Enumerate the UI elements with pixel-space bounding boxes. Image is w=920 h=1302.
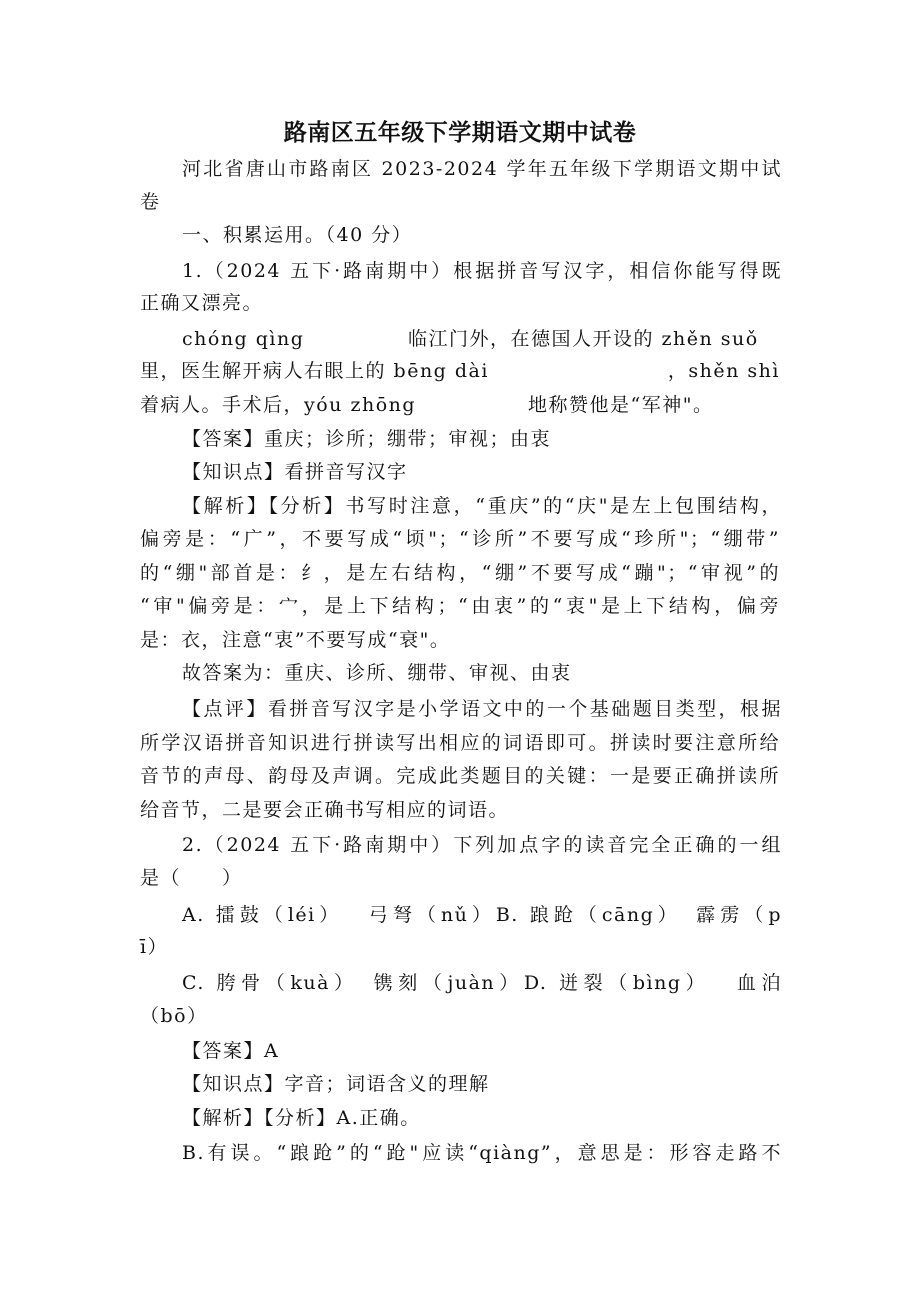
q1-conclusion: 故答案为：重庆、诊所、绷带、审视、由衷 xyxy=(182,662,572,684)
q1-text-line-a: 临江门外，在德国人开设的 zhěn suǒ xyxy=(408,328,759,350)
q1-pinyin-chongqing: chóng qìng xyxy=(182,328,305,350)
q2-analysis-line-1: 【解析】【分析】A.正确。 xyxy=(182,1107,421,1129)
q1-prompt-line-2: 正确又漂亮。 xyxy=(140,292,264,314)
q2-options-cd-line-1: C. 胯骨（kuà） 镌刻（juàn）D. 迸裂（bìng） 血泊 xyxy=(182,972,782,994)
q1-text-line-b: 里，医生解开病人右眼上的 bēng dài xyxy=(140,360,489,382)
q1-analysis-line-2: 偏旁是：“广”，不要写成“顷"；“诊所”不要写成“珍所"；“绷带” xyxy=(140,528,780,550)
q1-comment-line-3: 音节的声母、韵母及声调。完成此类题目的关键：一是要正确拼读所 xyxy=(140,765,780,787)
q1-text-line-c: ，shěn shì xyxy=(667,360,780,382)
q1-analysis-line-3: 的“绷"部首是：纟，是左右结构，“绷”不要写成“蹦"；“审视”的 xyxy=(140,562,780,584)
q2-prompt-line-1: 2.（2024 五下·路南期中）下列加点字的读音完全正确的一组 xyxy=(182,834,782,856)
q2-answer: 【答案】A xyxy=(182,1040,280,1062)
q2-prompt-line-2: 是（ ） xyxy=(140,867,243,889)
q1-comment-line-1: 【点评】看拼音写汉字是小学语文中的一个基础题目类型，根据 xyxy=(182,698,782,720)
q1-comment-line-2: 所学汉语拼音知识进行拼读写出相应的词语即可。拼读时要注意所给 xyxy=(140,732,780,754)
q1-comment-line-4: 给音节，二是要会正确书写相应的词语。 xyxy=(140,799,510,821)
q2-analysis-line-2: B.有误。“踉跄”的“跄"应读“qiàng”，意思是：形容走路不 xyxy=(182,1142,782,1164)
q1-analysis-line-4: “审"偏旁是：宀，是上下结构；“由衷”的“衷"是上下结构，偏旁 xyxy=(140,595,780,617)
q1-knowledge: 【知识点】看拼音写汉字 xyxy=(182,461,408,483)
q2-options-cd-line-2: （bō） xyxy=(140,1005,208,1027)
subtitle-line-1: 河北省唐山市路南区 2023-2024 学年五年级下学期语文期中试 xyxy=(182,158,782,180)
subtitle-line-2: 卷 xyxy=(140,191,161,213)
document-title: 路南区五年级下学期语文期中试卷 xyxy=(283,120,637,146)
q1-text-line-d: 着病人。手术后，yóu zhōng xyxy=(140,394,417,416)
q1-analysis-line-5: 是：衣，注意“衷”不要写成“衰"。 xyxy=(140,629,451,651)
q2-options-ab-line-1: A. 擂鼓（léi） 弓弩（nǔ）B. 踉跄（cāng） 霹雳（p xyxy=(182,904,782,926)
section-heading: 一、积累运用。（40 分） xyxy=(182,224,413,246)
q1-prompt-line-1: 1.（2024 五下·路南期中）根据拼音写汉字，相信你能写得既 xyxy=(182,260,782,282)
q1-text-line-e: 地称赞他是“军神"。 xyxy=(528,394,714,416)
q2-options-ab-line-2: ī） xyxy=(140,936,169,958)
q1-analysis-line-1: 【解析】【分析】书写时注意，“重庆”的“庆"是左上包围结构， xyxy=(182,495,782,517)
q2-knowledge: 【知识点】字音；词语含义的理解 xyxy=(182,1073,490,1095)
q1-answer: 【答案】重庆；诊所；绷带；审视；由衷 xyxy=(182,428,552,450)
